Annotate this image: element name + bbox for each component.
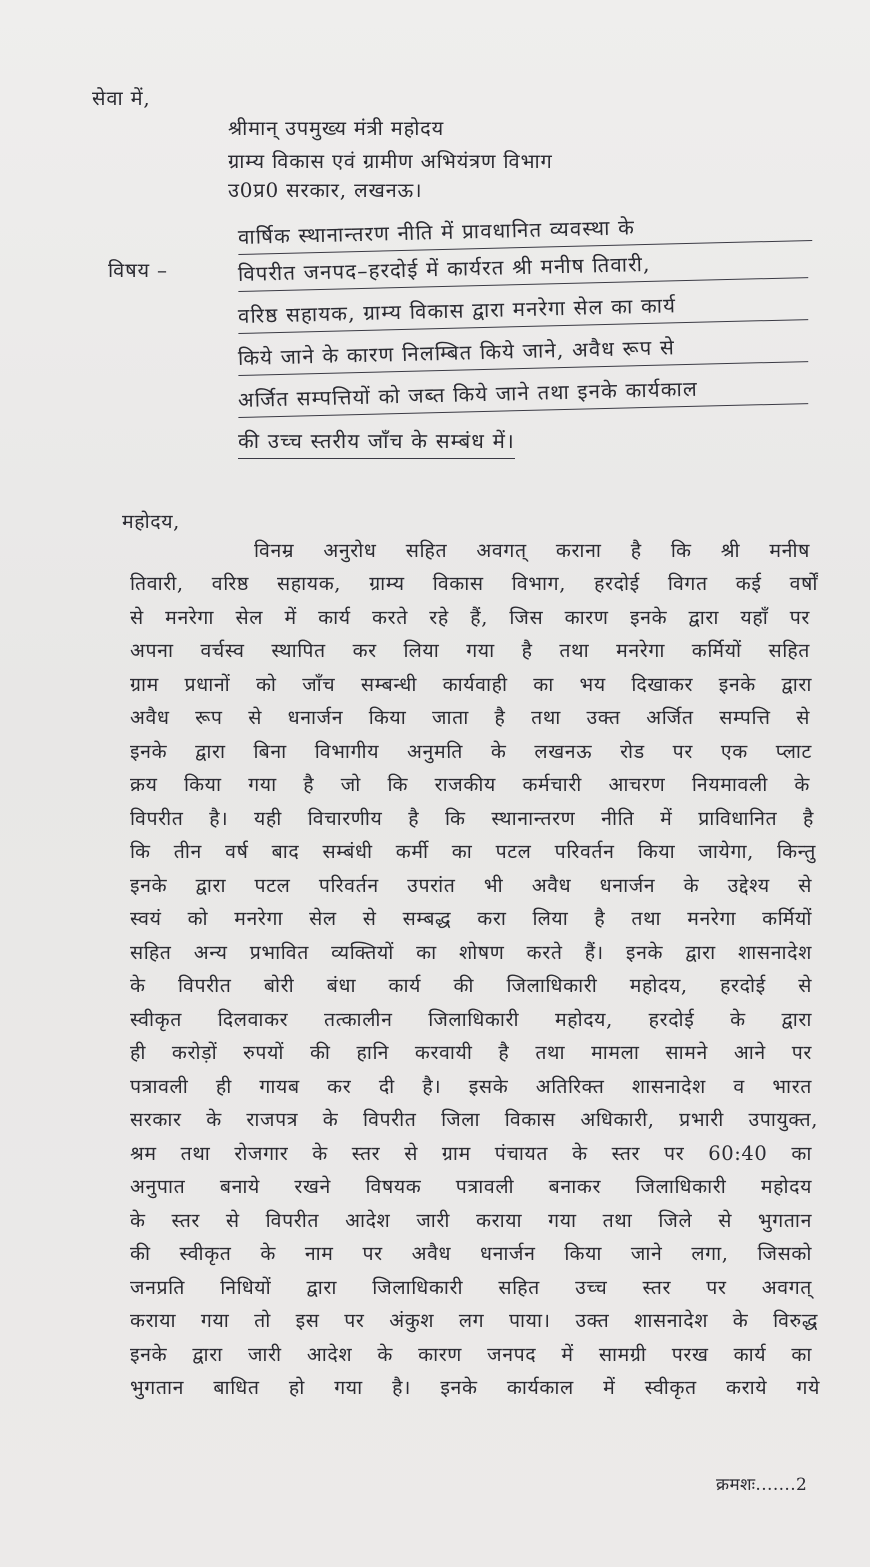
body-line-10: कि तीन वर्ष बाद सम्बंधी कर्मी का पटल परिवर्तन किया जायेगा, किन्तु xyxy=(130,840,816,863)
body-line-12: स्वयं को मनरेगा सेल से सम्बद्ध करा लिया है तथा मनरेगा कर्मियों xyxy=(130,907,812,930)
body-line-1: विनम्र अनुरोध सहित अवगत् कराना है कि श्री मनीष xyxy=(254,539,810,562)
body-line-21: के स्तर से विपरीत आदेश जारी कराया गया तथा जिले से भुगतान xyxy=(130,1209,812,1232)
subject-line-3: वरिष्ठ सहायक, ग्राम्य विकास द्वारा मनरेगा सेल का कार्य xyxy=(238,287,809,334)
body-line-9: विपरीत है। यही विचारणीय है कि स्थानान्तरण नीति में प्राविधानित है xyxy=(130,807,814,830)
salutation-to: सेवा में, xyxy=(92,86,151,110)
body-line-2: तिवारी, वरिष्ठ सहायक, ग्राम्य विकास विभाग, हरदोई विगत कई वर्षों xyxy=(130,572,818,595)
body-line-25: इनके द्वारा जारी आदेश के कारण जनपद में सामग्री परख कार्य का xyxy=(130,1343,812,1366)
body-line-18: सरकार के राजपत्र के विपरीत जिला विकास अधिकारी, प्रभारी उपायुक्त, xyxy=(130,1108,818,1131)
body-line-6: अवैध रूप से धनार्जन किया जाता है तथा उक्त अर्जित सम्पत्ति से xyxy=(130,706,810,729)
body-line-3: से मनरेगा सेल में कार्य करते रहे हैं, जिस कारण इनके द्वारा यहाँ पर xyxy=(130,606,810,629)
subject-line-1: वार्षिक स्थानान्तरण नीति में प्रावधानित व्यवस्था के xyxy=(238,208,813,255)
body-line-8: क्रय किया गया है जो कि राजकीय कर्मचारी आचरण नियमावली के xyxy=(130,773,810,796)
subject-line-2: विपरीत जनपद–हरदोई में कार्यरत श्री मनीष तिवारी, xyxy=(238,245,809,292)
body-line-15: स्वीकृत दिलवाकर तत्कालीन जिलाधिकारी महोदय, हरदोई के द्वारा xyxy=(130,1008,812,1031)
body-line-17: पत्रावली ही गायब कर दी है। इसके अतिरिक्त शासनादेश व भारत xyxy=(130,1075,812,1098)
body-line-19: श्रम तथा रोजगार के स्तर से ग्राम पंचायत के स्तर पर 60:40 का xyxy=(130,1142,812,1165)
address-line-2: ग्राम्य विकास एवं ग्रामीण अभियंत्रण विभाग xyxy=(228,149,553,173)
body-line-11: इनके द्वारा पटल परिवर्तन उपरांत भी अवैध धनार्जन के उद्देश्य से xyxy=(130,874,812,897)
body-line-7: इनके द्वारा बिना विभागीय अनुमति के लखनऊ रोड पर एक प्लाट xyxy=(130,740,812,763)
subject-label: विषय – xyxy=(108,258,168,282)
subject-line-5: अर्जित सम्पत्तियों को जब्त किये जाने तथा इनके कार्यकाल xyxy=(238,371,809,418)
body-line-26: भुगतान बाधित हो गया है। इनके कार्यकाल में स्वीकृत कराये गये xyxy=(130,1376,820,1399)
body-line-14: के विपरीत बोरी बंधा कार्य की जिलाधिकारी महोदय, हरदोई से xyxy=(130,974,812,997)
address-line-3: उ0प्र0 सरकार, लखनऊ। xyxy=(228,178,423,202)
body-line-24: कराया गया तो इस पर अंकुश लग पाया। उक्त शासनादेश के विरुद्ध xyxy=(130,1309,818,1332)
subject-line-6: की उच्च स्तरीय जाँच के सम्बंध में। xyxy=(238,426,515,459)
body-line-5: ग्राम प्रधानों को जाँच सम्बन्धी कार्यवाही का भय दिखाकर इनके द्वारा xyxy=(130,673,812,696)
subject-line-4: किये जाने के कारण निलम्बित किये जाने, अवैध रूप से xyxy=(238,329,809,376)
body-line-23: जनप्रति निधियों द्वारा जिलाधिकारी सहित उच्च स्तर पर अवगत् xyxy=(130,1276,812,1299)
address-line-1: श्रीमान् उपमुख्य मंत्री महोदय xyxy=(228,116,444,140)
greeting: महोदय, xyxy=(122,510,180,533)
continuation-marker: क्रमशः.......2 xyxy=(716,1475,808,1495)
body-line-13: सहित अन्य प्रभावित व्यक्तियों का शोषण करते हैं। इनके द्वारा शासनादेश xyxy=(130,941,812,964)
body-line-16: ही करोड़ों रुपयों की हानि करवायी है तथा मामला सामने आने पर xyxy=(130,1041,812,1064)
body-line-22: की स्वीकृत के नाम पर अवैध धनार्जन किया जाने लगा, जिसको xyxy=(130,1242,812,1265)
body-line-4: अपना वर्चस्व स्थापित कर लिया गया है तथा मनरेगा कर्मियों सहित xyxy=(130,639,810,662)
body-line-20: अनुपात बनाये रखने विषयक पत्रावली बनाकर जिलाधिकारी महोदय xyxy=(130,1175,812,1198)
